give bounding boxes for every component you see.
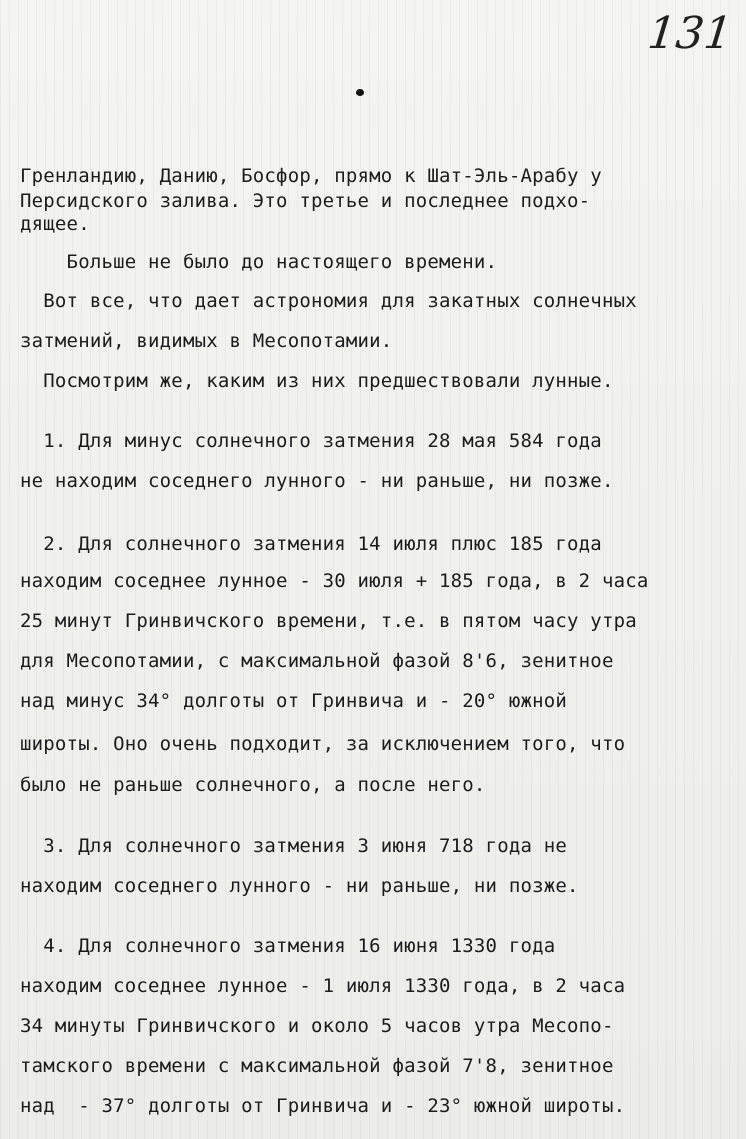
text-line: Гренландию, Данию, Босфор, прямо к Шат-Эль-Арабу у [20, 165, 602, 187]
text-line: над - 37° долготы от Гринвича и - 23° южной широты. [20, 1095, 626, 1117]
text-line: 25 минут Гринвичского времени, т.е. в пятом часу утра [20, 610, 637, 632]
text-line: 2. Для солнечного затмения 14 июля плюс 185 года [20, 533, 602, 555]
text-line: находим соседнего лунного - ни раньше, ни позже. [20, 875, 579, 897]
text-line: дящее. [20, 213, 90, 235]
text-line: 1. Для минус солнечного затмения 28 мая 584 года [20, 430, 602, 452]
text-line: для Месопотамии, с максимальной фазой 8'6, зенитное [20, 650, 614, 672]
text-line: Персидского залива. Это третье и последнее подхо- [20, 190, 591, 212]
text-line: 34 минуты Гринвичского и около 5 часов утра Месопо- [20, 1015, 614, 1037]
text-line: Вот все, что дает астрономия для закатных солнечных [20, 290, 637, 312]
text-line: тамского времени с максимальной фазой 7'8, зенитное [20, 1055, 614, 1077]
text-line: находим соседнее лунное - 30 июля + 185 года, в 2 часа [20, 570, 649, 592]
text-line: широты. Оно очень подходит, за исключением того, что [20, 733, 626, 755]
text-line: над минус 34° долготы от Гринвича и - 20° южной [20, 690, 568, 712]
ink-dot [356, 89, 364, 96]
text-line: затмений, видимых в Месопотамии. [20, 330, 393, 352]
text-line: Больше не было до настоящего времени. [20, 251, 498, 273]
text-line: не находим соседнего лунного - ни раньше, ни позже. [20, 470, 614, 492]
text-line: находим соседнее лунное - 1 июля 1330 года, в 2 часа [20, 975, 626, 997]
text-line: 3. Для солнечного затмения 3 июня 718 года не [20, 835, 568, 857]
text-line: Посмотрим же, каким из них предшествовали лунные. [20, 370, 614, 392]
text-line: было не раньше солнечного, а после него. [20, 774, 486, 796]
page-number: 131 [645, 8, 735, 59]
text-line: 4. Для солнечного затмения 16 июня 1330 года [20, 935, 556, 957]
